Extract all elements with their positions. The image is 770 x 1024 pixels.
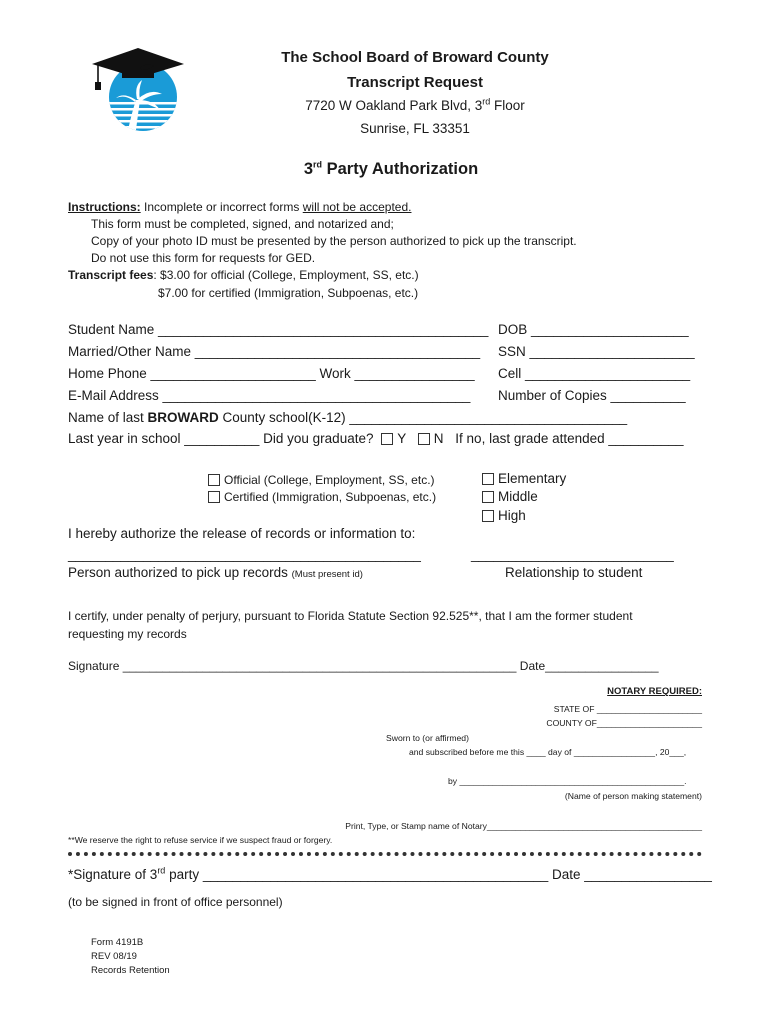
dotted-divider	[68, 852, 702, 856]
notary-subscribed[interactable]: and subscribed before me this ____ day of _________________, 20___,	[409, 747, 687, 757]
email-field[interactable]: E-Mail Address _________________________________________	[68, 388, 471, 403]
phone-fields[interactable]: Home Phone ______________________ Work ________________	[68, 366, 475, 381]
certified-checkbox[interactable]	[208, 491, 220, 503]
married-name-field[interactable]: Married/Other Name ______________________________________	[68, 344, 481, 359]
notary-sworn: Sworn to (or affirmed)	[386, 733, 469, 743]
certify-line-1: I certify, under penalty of perjury, pursuant to Florida Statute Section 92.525**, that I am the former student	[68, 609, 633, 623]
authorized-person-label: Person authorized to pick up records (Must present id)	[68, 565, 363, 580]
relationship-label: Relationship to student	[505, 565, 643, 580]
instructions-line-1: Instructions: Incomplete or incorrect forms will not be accepted.	[68, 200, 412, 214]
instructions-line-3: Copy of your photo ID must be presented by the person authorized to pick up the transcript.	[91, 234, 577, 248]
yes-label: Y	[397, 431, 407, 446]
section-title: 3rd Party Authorization	[303, 159, 479, 178]
school-field[interactable]: Name of last BROWARD County school(K-12) _____________________________________	[68, 410, 628, 425]
org-name: The School Board of Broward County	[281, 49, 549, 66]
reserve-note: **We reserve the right to refuse service if we suspect fraud or forgery.	[68, 835, 333, 845]
notary-state[interactable]: STATE OF ______________________	[553, 704, 702, 714]
graduation-row	[68, 431, 684, 446]
relationship-line[interactable]: ___________________________	[471, 547, 674, 562]
form-number: Form 4191B	[91, 937, 144, 948]
notary-heading: NOTARY REQUIRED:	[607, 686, 702, 697]
no-label: N	[433, 431, 444, 446]
notary-by[interactable]: by _______________________________________________.	[448, 776, 687, 786]
third-party-signature[interactable]: *Signature of 3rd party ______________________________________________ Date _________________	[68, 865, 712, 882]
high-checkbox[interactable]	[482, 510, 494, 522]
cell-field[interactable]: Cell ______________________	[498, 366, 691, 381]
instructions-line-4: Do not use this form for requests for GED.	[91, 251, 316, 265]
high-option[interactable]: High	[482, 508, 526, 523]
form-title: Transcript Request	[347, 74, 483, 91]
last-grade-field[interactable]: If no, last grade attended __________	[455, 431, 684, 446]
elementary-checkbox[interactable]	[482, 473, 494, 485]
middle-checkbox[interactable]	[482, 491, 494, 503]
instructions-line-2: This form must be completed, signed, and notarized and;	[91, 217, 394, 231]
no-checkbox[interactable]	[418, 433, 430, 445]
official-checkbox[interactable]	[208, 474, 220, 486]
revision: REV 08/19	[91, 951, 137, 962]
fees-line-1: Transcript fees: $3.00 for official (College, Employment, SS, etc.)	[68, 268, 419, 282]
ssn-field[interactable]: SSN ______________________	[498, 344, 695, 359]
third-party-note: (to be signed in front of office personnel)	[68, 895, 283, 909]
middle-option[interactable]: Middle	[482, 489, 538, 504]
dob-field[interactable]: DOB _____________________	[498, 322, 689, 337]
fees-line-2: $7.00 for certified (Immigration, Subpoenas, etc.)	[158, 286, 419, 300]
last-year-field[interactable]: Last year in school __________ Did you graduate?	[68, 431, 374, 446]
yes-checkbox[interactable]	[381, 433, 393, 445]
address-line-2: Sunrise, FL 33351	[360, 121, 470, 136]
elementary-option[interactable]: Elementary	[482, 471, 566, 486]
notary-name-note: (Name of person making statement)	[564, 791, 702, 801]
records-retention: Records Retention	[91, 965, 170, 976]
signature-line[interactable]: Signature ___________________________________________________________ Date_________________	[68, 659, 659, 673]
address-line-1: 7720 W Oakland Park Blvd, 3rd Floor	[305, 96, 525, 113]
official-option[interactable]: Official (College, Employment, SS, etc.)	[208, 473, 435, 487]
notary-county[interactable]: COUNTY OF______________________	[546, 718, 702, 728]
student-name-field[interactable]: Student Name ____________________________________________	[68, 322, 489, 337]
copies-field[interactable]: Number of Copies __________	[498, 388, 686, 403]
authorize-text: I hereby authorize the release of records or information to:	[68, 526, 416, 541]
authorized-person-line[interactable]: _______________________________________________	[68, 547, 421, 562]
certified-option[interactable]: Certified (Immigration, Subpoenas, etc.)	[208, 490, 436, 504]
notary-print[interactable]: Print, Type, or Stamp name of Notary_____________________________________________	[345, 821, 702, 831]
certify-line-2: requesting my records	[68, 627, 187, 641]
